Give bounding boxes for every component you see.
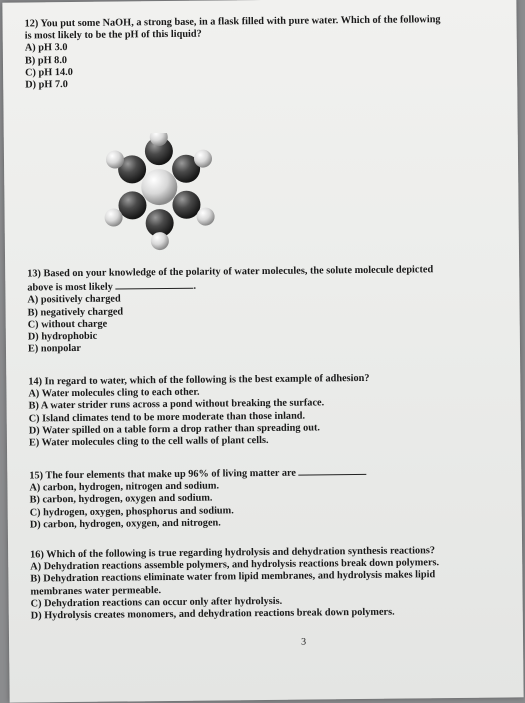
question-15-stem-text: 15) The four elements that make up 96% of living matter are [29, 468, 296, 482]
question-14-option-b: B) A water strider runs across a pond without breaking the surface. [29, 396, 499, 413]
question-12-option-a: A) pH 3.0 [25, 38, 495, 55]
exam-page [2, 0, 523, 703]
question-16-stem: 16) Which of the following is true regarding hydrolysis and dehydration synthesis reactions? [30, 545, 500, 562]
question-13-stem-line-2: above is most likely . [27, 276, 497, 295]
question-14-option-d: D) Water spilled on a table form a drop rather than spreading out. [29, 420, 499, 437]
question-14 [28, 372, 499, 450]
question-13-stem-text: above is most likely [27, 282, 113, 294]
question-16-option-d: D) Hydrolysis creates monomers, and dehydration reactions break down polymers. [31, 606, 501, 623]
question-16-option-c: C) Dehydration reactions can occur only after hydrolysis. [31, 593, 501, 610]
question-16 [30, 545, 501, 623]
question-12-stem-line-2: is most likely to be the pH of this liquid? [25, 26, 495, 43]
question-14-stem-prefix: 14) In regard to water, which of the following is the best example of [28, 373, 325, 387]
question-14-stem-suffix: ? [364, 373, 369, 384]
atom [141, 169, 177, 205]
question-16-option-a: A) Dehydration reactions assemble polymers, and hydrolysis reactions break down polymers. [30, 557, 500, 574]
question-15-option-a: A) carbon, hydrogen, nitrogen and sodium. [29, 478, 499, 495]
question-13-option-d: D) hydrophobic [28, 327, 498, 344]
question-15-option-d: D) carbon, hydrogen, oxygen, and nitrogen. [30, 514, 500, 531]
question-12-option-c: C) pH 14.0 [25, 62, 495, 79]
question-13-option-b: B) negatively charged [28, 302, 498, 319]
question-16-option-b-line-1: B) Dehydration reactions eliminate water from lipid membranes, and hydrolysis makes lipid [30, 569, 500, 586]
question-12 [25, 14, 496, 92]
question-13-option-a: A) positively charged [27, 290, 497, 307]
question-15-option-b: B) carbon, hydrogen, oxygen and sodium. [30, 490, 500, 507]
question-12-stem-line-1: 12) You put some NaOH, a strong base, in a flask filled with pure water. Which of the following [25, 14, 495, 31]
answer-blank[interactable] [298, 465, 366, 476]
question-14-option-a: A) Water molecules cling to each other. [28, 384, 498, 401]
question-13-stem-line-1: 13) Based on your knowledge of the polarity of water molecules, the solute molecule depicted [27, 264, 497, 281]
answer-blank[interactable] [115, 279, 193, 290]
question-12-option-b: B) pH 8.0 [25, 50, 495, 67]
question-13 [27, 264, 498, 356]
atom [118, 191, 146, 219]
atom [172, 191, 200, 219]
question-14-option-c: C) Island climates tend to be more moderate than those inland. [29, 408, 499, 425]
question-13-option-e: E) nonpolar [28, 339, 498, 356]
question-14-option-e: E) Water molecules cling to the cell walls of plant cells. [29, 433, 499, 450]
question-12-option-d: D) pH 7.0 [25, 75, 495, 92]
question-15 [29, 464, 500, 532]
page-number: 3 [301, 637, 306, 648]
question-14-stem-keyword: adhesion [325, 373, 364, 384]
question-16-option-b-line-2: membranes water permeable. [30, 581, 500, 598]
question-15-option-c: C) hydrogen, oxygen, phosphorus and sodium. [30, 502, 500, 519]
question-13-option-c: C) without charge [28, 314, 498, 331]
molecule-diagram [99, 132, 220, 253]
